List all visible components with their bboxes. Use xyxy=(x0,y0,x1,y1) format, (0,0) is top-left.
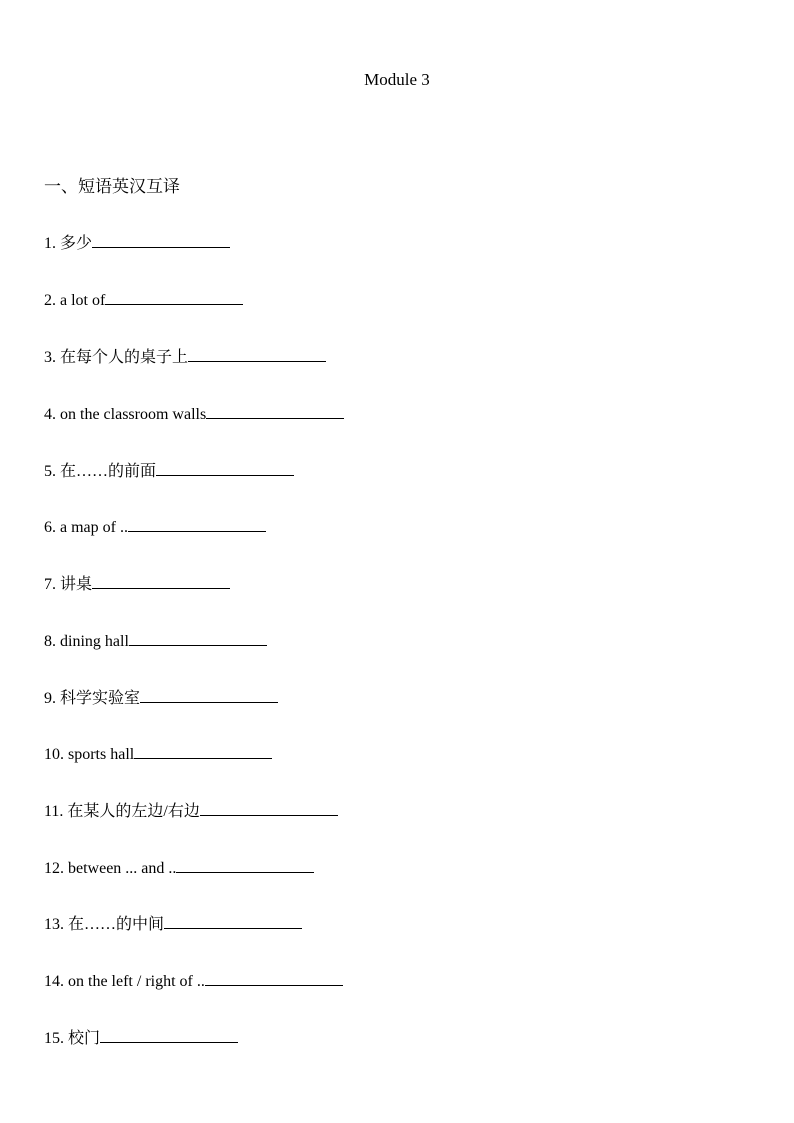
item-text: 7. 讲桌 xyxy=(44,576,93,593)
item-text: 6. a map of .. xyxy=(44,519,128,536)
list-item xyxy=(44,234,230,254)
answer-blank xyxy=(205,984,343,986)
answer-blank xyxy=(92,587,230,589)
item-text: 5. 在……的前面 xyxy=(44,463,157,480)
answer-blank xyxy=(176,871,314,873)
list-item xyxy=(44,518,266,538)
answer-blank xyxy=(134,757,272,759)
item-text: 11. 在某人的左边/右边 xyxy=(44,803,200,820)
answer-blank xyxy=(188,360,326,362)
list-item xyxy=(44,972,343,992)
list-item xyxy=(44,348,326,368)
answer-blank xyxy=(92,246,230,248)
item-text: 3. 在每个人的桌子上 xyxy=(44,349,189,366)
answer-blank xyxy=(206,417,344,419)
list-item xyxy=(44,462,294,482)
list-item xyxy=(44,575,230,595)
item-text: 8. dining hall xyxy=(44,633,129,650)
section-heading: 一、短语英汉互译 xyxy=(44,177,180,196)
item-text: 15. 校门 xyxy=(44,1030,101,1047)
list-item xyxy=(44,915,302,935)
list-item xyxy=(44,291,243,311)
list-item xyxy=(44,859,314,879)
answer-blank xyxy=(129,644,267,646)
item-text: 13. 在……的中间 xyxy=(44,916,165,933)
item-text: 1. 多少 xyxy=(44,235,93,252)
page-title: Module 3 xyxy=(364,70,430,89)
answer-blank xyxy=(200,814,338,816)
list-item xyxy=(44,802,338,822)
list-item xyxy=(44,745,272,765)
list-item xyxy=(44,1029,238,1049)
answer-blank xyxy=(164,927,302,929)
list-item xyxy=(44,632,267,652)
item-text: 12. between ... and .. xyxy=(44,860,177,877)
item-text: 10. sports hall xyxy=(44,746,135,763)
list-item xyxy=(44,689,278,709)
list-item xyxy=(44,405,344,425)
answer-blank xyxy=(156,474,294,476)
item-text: 2. a lot of xyxy=(44,292,106,309)
item-text: 4. on the classroom walls xyxy=(44,406,207,423)
item-text: 14. on the left / right of .. xyxy=(44,973,205,990)
item-text: 9. 科学实验室 xyxy=(44,690,141,707)
answer-blank xyxy=(100,1041,238,1043)
answer-blank xyxy=(140,701,278,703)
answer-blank xyxy=(105,303,243,305)
answer-blank xyxy=(128,530,266,532)
